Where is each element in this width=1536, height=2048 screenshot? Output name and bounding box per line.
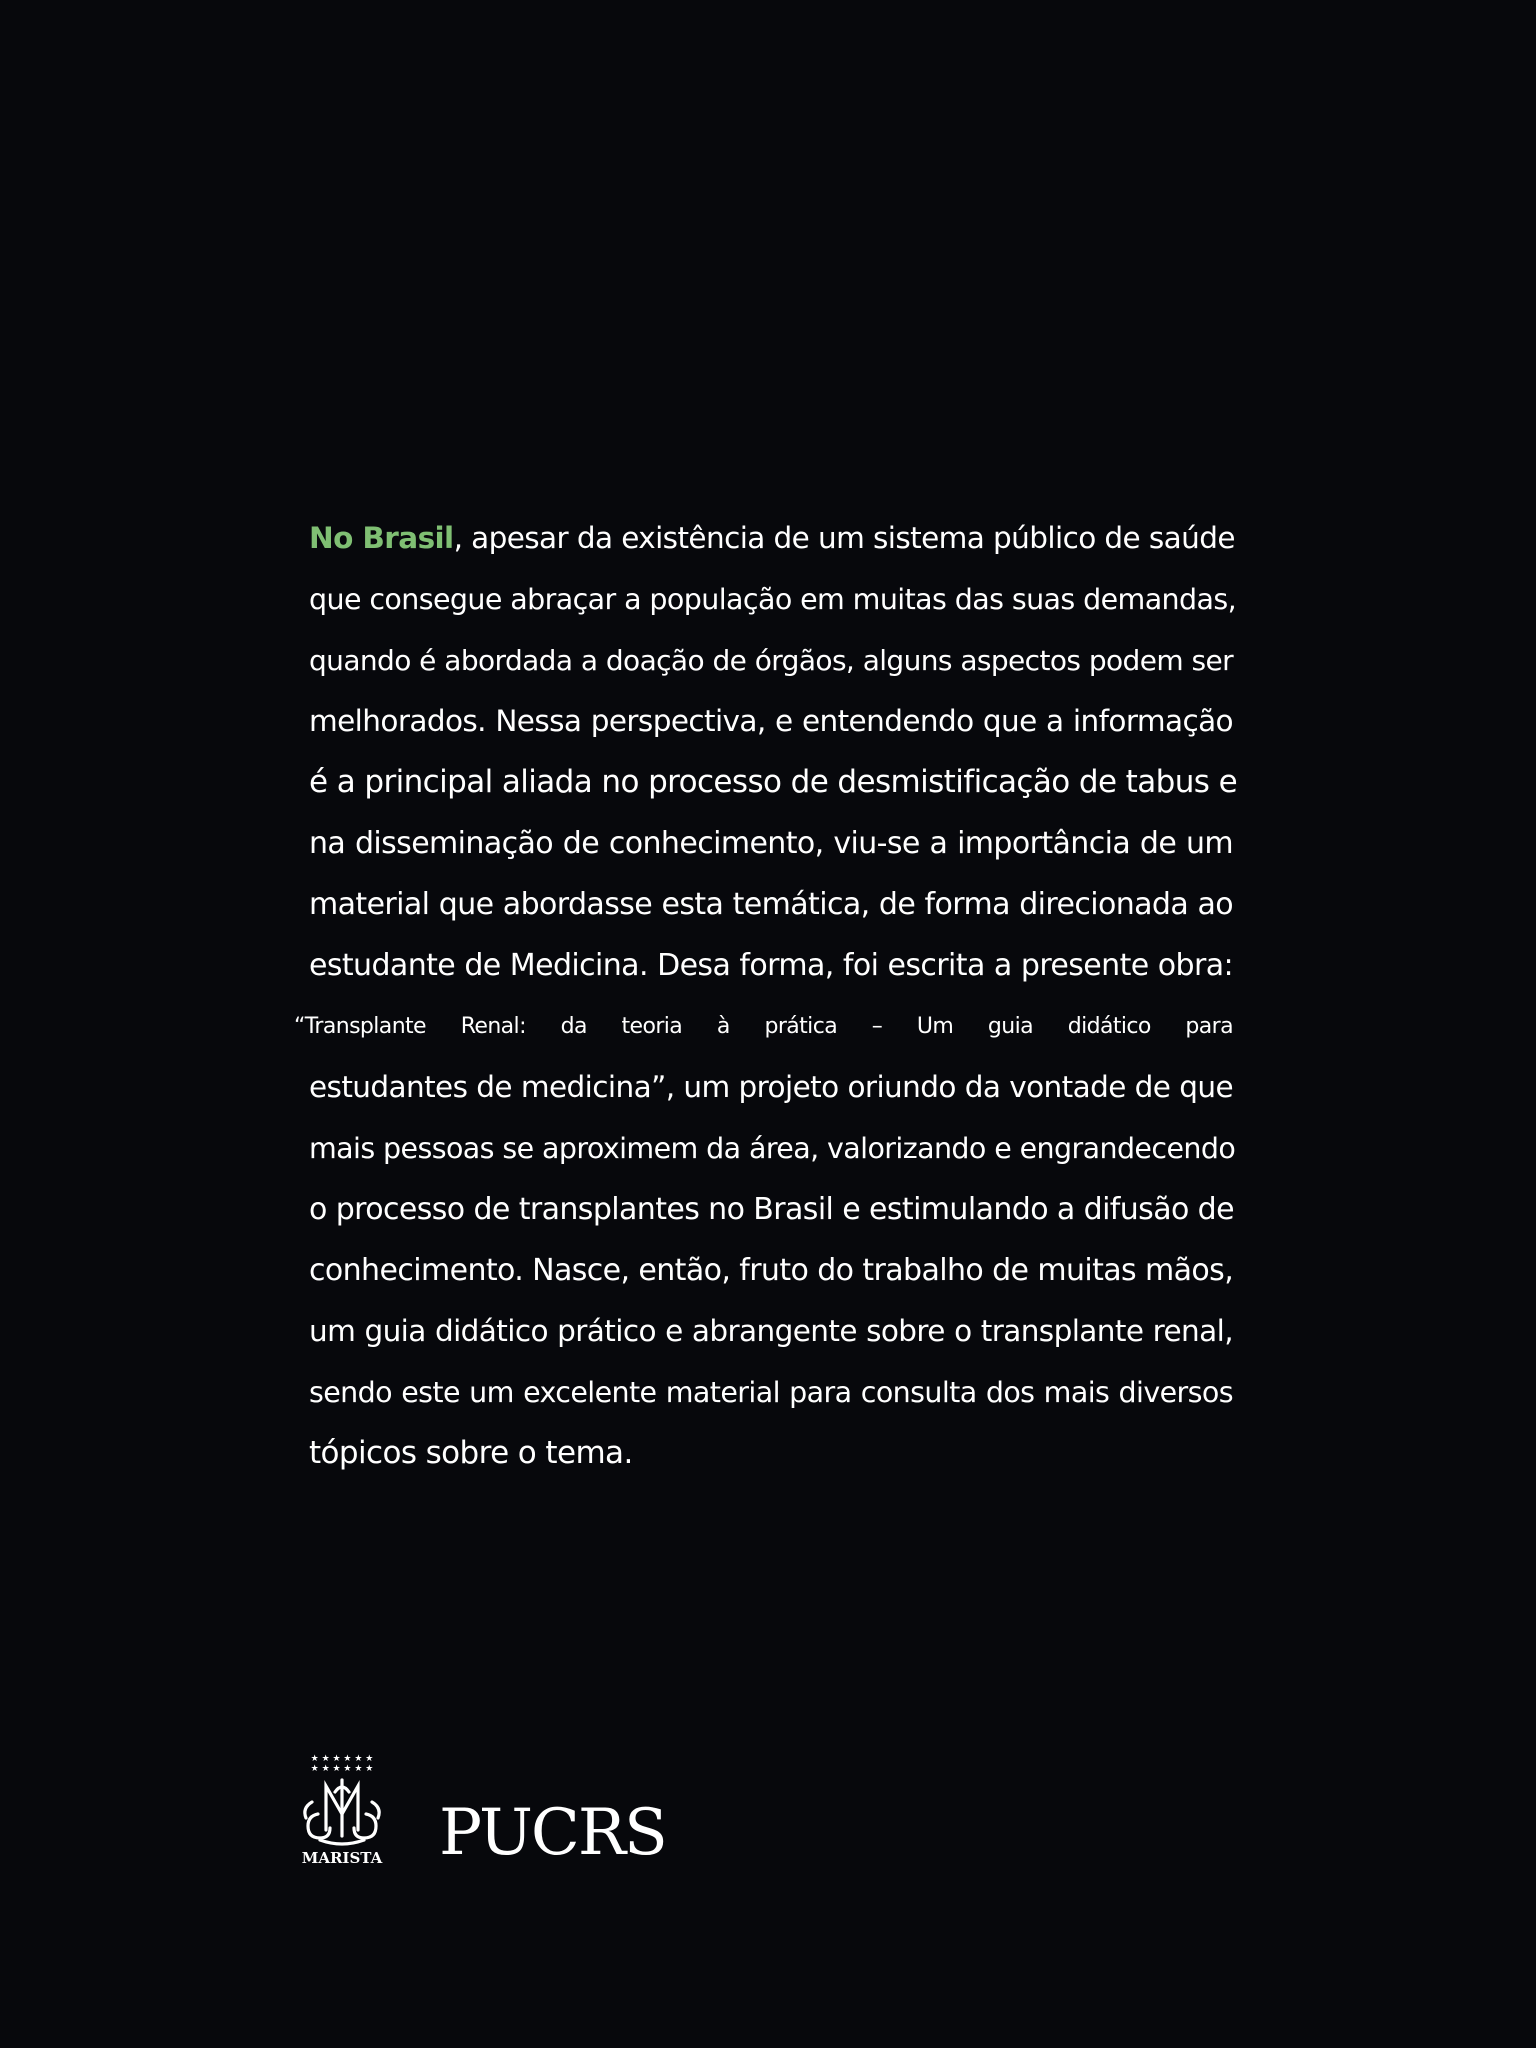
blurb-line-1-text: , apesar da existência de um sistema público de saúde [453, 521, 1235, 555]
blurb-line-10: estudantes de medicina”, um projeto oriundo da vontade de que [309, 1070, 1233, 1104]
blurb-line-4: melhorados. Nessa perspectiva, e entendendo que a informação [309, 704, 1233, 738]
back-cover-blurb [294, 508, 1238, 1484]
blurb-line-6: na disseminação de conhecimento, viu-se a importância de um [309, 826, 1233, 861]
publisher-logos [296, 1752, 696, 1872]
blurb-line-12: o processo de transplantes no Brasil e estimulando a difusão de [309, 1192, 1234, 1227]
marista-logo [296, 1752, 388, 1867]
svg-text:★ ★ ★ ★ ★ ★: ★ ★ ★ ★ ★ ★ [310, 1754, 374, 1764]
blurb-line-15: sendo este um excelente material para consulta dos mais diversos [309, 1376, 1233, 1409]
blurb-line-2: que consegue abraçar a população em muitas das suas demandas, [309, 583, 1237, 616]
pucrs-logo: PUCRS [439, 1796, 666, 1870]
svg-text:★ ★ ★ ★ ★ ★: ★ ★ ★ ★ ★ ★ [310, 1764, 374, 1774]
blurb-line-16: tópicos sobre o tema. [309, 1435, 633, 1471]
blurb-line-9: “Transplante Renal: da teoria à prática – Um guia didático para [294, 1014, 1233, 1039]
blurb-line-1 [309, 508, 1233, 569]
blurb-lead-highlight: No Brasil [309, 521, 454, 555]
blurb-line-11: mais pessoas se aproximem da área, valorizando e engrandecendo [309, 1132, 1236, 1165]
blurb-line-7: material que abordasse esta temática, de forma direcionada ao [309, 887, 1233, 922]
marista-stars-icon [311, 1754, 374, 1774]
blurb-line-14: um guia didático prático e abrangente sobre o transplante renal, [309, 1314, 1233, 1348]
blurb-line-3: quando é abordada a doação de órgãos, alguns aspectos podem ser [309, 644, 1233, 677]
marista-wordmark: MARISTA [301, 1849, 383, 1867]
marista-monogram-icon [305, 1780, 379, 1844]
blurb-line-5: é a principal aliada no processo de desmistificação de tabus e [309, 764, 1238, 800]
blurb-line-8: estudante de Medicina. Desa forma, foi escrita a presente obra: [309, 948, 1233, 983]
blurb-line-13: conhecimento. Nasce, então, fruto do trabalho de muitas mãos, [309, 1253, 1234, 1288]
